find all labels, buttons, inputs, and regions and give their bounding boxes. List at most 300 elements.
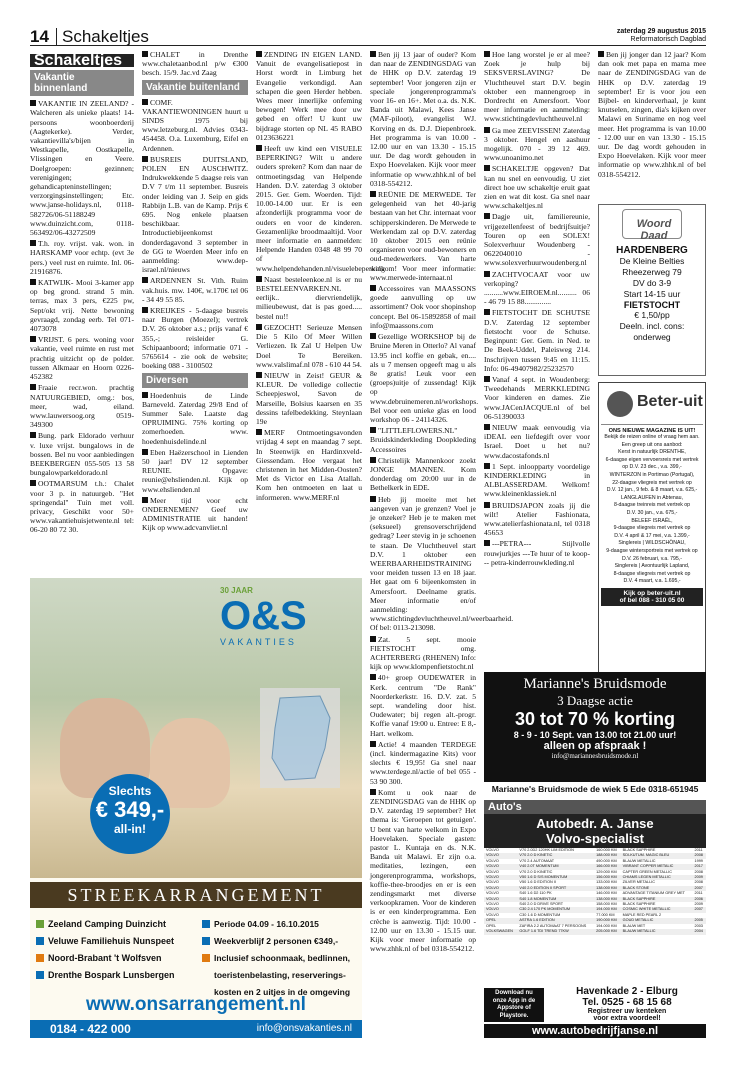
os-list-item: Zeeland Camping Duinzicht: [36, 916, 196, 933]
table-cell: S40 1.8 MOMENTUM: [519, 896, 557, 901]
table-cell: 166.000 KM: [596, 864, 617, 869]
classified-ad: [370, 50, 476, 188]
beter-uit-line: Een greep uit ons aanbod:: [621, 441, 683, 448]
table-cell: VOLVO: [486, 896, 499, 901]
bullet-square-icon: [370, 636, 376, 642]
woord-daad-line: Deeln. incl. cons:: [619, 321, 685, 331]
square-icon: [202, 920, 210, 928]
table-cell: 1999: [694, 858, 703, 863]
table-cell: 2007: [694, 885, 703, 890]
marianne-dates: 8 - 9 - 10 Sept. van 13.00 tot 21.00 uur!: [513, 730, 677, 740]
classified-text: FIETSTOCHT DE SCHUTSE D.V. Zaterdag 12 september fietstocht voor de Schutse. Beginpunt: Ger. Gem. in Ned. te De Beek-Uddel, Paleisweg 214. Inschrijven tussen 9:45 en 11:15. Info: 06-49407982/25232570: [484, 308, 590, 373]
classified-ad: [142, 98, 248, 153]
beter-uit-cta[interactable]: Kijk op beter-uit.nl of bel 088 - 310 05 00: [601, 588, 703, 606]
bullet-square-icon: [484, 51, 490, 57]
table-cell: 138.000 KM: [596, 896, 617, 901]
bullet-square-icon: [30, 100, 36, 106]
beter-uit-line: D.V. 4 april & 17 mei, v.a. 1.399,-: [614, 532, 690, 539]
classified-ad: [142, 50, 248, 78]
classified-text: Ga mee ZEEVISSEN! Zaterdag 3 oktober. Hengel en aashuur mogelijk. 070 - 39 12 469. www.unoanimo.net: [484, 125, 590, 163]
table-cell: 2009: [694, 902, 703, 907]
woord-daad-lines: [601, 256, 703, 300]
square-icon: [36, 937, 44, 945]
classified-ad: [370, 494, 514, 633]
column-3-items: [256, 50, 385, 502]
price-badge: Slechts € 349,- all-in!: [90, 774, 170, 854]
table-cell: 160.000 KM: [596, 848, 617, 852]
classified-text: 1 Sept. inloopparty voordelige KINDERKLEDING in ALBLASSERDAM. Welkom! www.kleinenklassiek.nl: [484, 461, 590, 499]
os-locations: [36, 916, 196, 984]
os-details: [202, 916, 362, 1001]
table-cell: 2017: [694, 864, 703, 869]
classified-text: Gezellige WORKSHOP bij de Bruine Meren in Otterlo? Al vanaf 13.95 incl koffie en gebak, en.... als u 7 mensen opgeeft mag u als 8e gratis! Leuk voor een (groeps)uitje of zussendag! Kijk op www.debruinemeren.nl/workshops. Bel voor een unieke glas en lood workshop 06 - 24114326.: [370, 332, 479, 424]
table-cell: S40 2.0 D DRIVE SPORT: [519, 902, 564, 907]
beter-uit-logo-icon: [607, 391, 633, 417]
classified-text: VAKANTIE IN ZEELAND? - Walcheren als unieke plaats! 14-persoons woonboerderij (Aagtekerke). Verder, vakantievilla's/bijen in Westkapelle, Oostkapelle, Vlissingen en Veere. Doelgroepen: gezinnen; verenigingen; gehandicapteninstellingen; verzorgingsinstellingen; Etc. www.janse-holidays.nl, 0118-582726/06-51188249 www.duinzicht.com, 0118-563492/06-43272509: [30, 99, 134, 238]
autos-url[interactable]: www.autobedrijfjanse.nl: [484, 1024, 706, 1038]
table-cell: VOLVO: [486, 902, 499, 907]
classified-ad: [30, 335, 134, 381]
classified-ad: [142, 155, 248, 275]
column-2: [142, 50, 248, 569]
woord-daad-title: HARDENBERG: [616, 245, 688, 256]
classified-text: SCHAKELTJE opgeven? Dat kan nu snel en eenvoudig. U ziet direct hoe uw schakeltje eruit gaat zien en wat dit kost. Ga snel naar www.schakeltjes.nl: [484, 164, 590, 211]
beter-uit-ad: [598, 382, 706, 692]
table-cell: BLACK SAPPHIRE: [622, 902, 656, 907]
bullet-square-icon: [484, 540, 490, 546]
classified-text: Hoedenhuis de Linde Barneveld. Zaterdag 29/8 End of Summer Sale. Laatste dag OPRUIMING. 75% korting op zomerhoeden. www. hoedenhuisdelinde.nl: [142, 390, 248, 446]
table-cell: ZAFIRA 2.2 AUTOMAAT 7 PERSOONS: [519, 923, 587, 928]
classified-text: Hoe lang worstel je er al mee? Zoek je hulp bij SEKSVERSLAVING? De Vluchtheuvel start D.V. begin oktober een mannengroep in Dordrecht en Amersfoort. Voor meer informatie en aanmelding: www.stichtingdevluchtheuvel.nl: [484, 50, 590, 124]
table-cell: 77.000 KM: [596, 912, 615, 917]
table-cell: 2009: [694, 875, 703, 880]
newspaper-page: [30, 28, 706, 1038]
table-cell: OPEL: [486, 918, 497, 923]
table-cell: BLAUW METALLIC: [622, 858, 656, 863]
column-2-bottom-items: [142, 391, 248, 533]
bullet-square-icon: [256, 51, 262, 57]
bullet-square-icon: [484, 424, 490, 430]
beter-uit-line: WINTERZON in Portimao (Portugal),: [609, 471, 695, 478]
os-list-item: toeristenbelasting, reserverings-: [202, 967, 362, 984]
classified-ad: [484, 501, 590, 538]
square-icon: [202, 971, 210, 979]
os-url[interactable]: www.onsarrangement.nl: [86, 994, 306, 1015]
beter-uit-line: D.V. 26 februari, v.a. 795,-: [622, 555, 682, 562]
app-line: Appstore of: [497, 1005, 531, 1011]
table-cell: 194.000 KM: [596, 923, 617, 928]
classified-ad: [484, 212, 590, 267]
table-cell: S40 1.6 D2 110 PK: [519, 891, 552, 896]
bullet-square-icon: [142, 449, 148, 455]
bullet-square-icon: [484, 127, 490, 133]
table-cell: COSMIC WHITE METALLIC: [622, 907, 671, 912]
classified-text: Bung. park Eldorado verhuur v. luxe vrijst. bungalows in de bossen. Bel nu voor aanbiedingen BEEKBERGEN 055-505 13 58 bungalowparkeldorado.nl: [30, 431, 134, 478]
bullet-square-icon: [598, 51, 604, 57]
column-2-top-items: [142, 50, 248, 78]
os-list-item: Drenthe Bospark Lunsbergen: [36, 967, 196, 984]
table-cell: GOLF 1.6 TDI TREND 77KW: [519, 929, 569, 934]
classified-ad: [598, 50, 706, 179]
table-cell: BLACK STONE: [622, 885, 650, 890]
woord-daad-line: Rheezerweg 79: [622, 267, 682, 277]
table-cell: CHIAMS LEGEN METALLIC: [622, 875, 671, 880]
page-number: 14: [30, 27, 49, 46]
woord-daad-line: € 1,50/pp: [634, 310, 670, 320]
table-cell: GOUD METALLIC: [622, 918, 654, 923]
beter-uit-line: 6-daagse eigen vervoersreis met vertrek: [605, 456, 699, 463]
table-cell: ADVANTAGE TITANIUM GREY MET: [622, 891, 685, 896]
schakeltjes-banner: Schakeltjes: [30, 54, 134, 67]
table-row: [484, 929, 706, 934]
bullet-square-icon: [142, 277, 148, 283]
os-list-item: Weekverblijf 2 personen €349,-: [202, 933, 362, 950]
square-icon: [36, 971, 44, 979]
table-cell: VIBRANT COPPER METALIC: [622, 864, 674, 869]
square-icon: [202, 954, 210, 962]
page-header: [30, 28, 706, 46]
table-cell: 133.000 KM: [596, 880, 617, 885]
os-list-item: kosten en 2 uitjes in de omgeving: [202, 984, 362, 1001]
table-cell: 190.000 KM: [596, 918, 617, 923]
classified-ad: [142, 496, 248, 533]
subhead-vakantie-buitenland: Vakantie buitenland: [142, 80, 248, 95]
section-title: Schakeltjes: [56, 28, 149, 46]
classified-ad: [484, 126, 590, 163]
woord-daad-line: onderweg: [633, 332, 671, 342]
table-cell: 158.000 KM: [596, 902, 617, 907]
classified-ad: [484, 50, 590, 124]
bullet-square-icon: [370, 741, 376, 747]
bullet-square-icon: [256, 324, 262, 330]
os-list-item: Inclusief schoonmaak, bedlinnen,: [202, 950, 362, 967]
column-5: [484, 50, 590, 662]
table-cell: VOLVO: [486, 869, 499, 874]
bullet-square-icon: [484, 271, 490, 277]
autos-title: Autobedr. A. Janse Volvo-specialist: [484, 814, 706, 848]
marianne-email[interactable]: info@mariannesbruidsmode.nl: [551, 752, 639, 760]
table-cell: VOLVO: [486, 858, 499, 863]
table-cell: V70 2.0D2 120HK LIM EDITION: [519, 848, 574, 852]
bullet-square-icon: [370, 285, 376, 291]
table-cell: 2004: [694, 929, 703, 934]
table-cell: ASTRA 1.6 EDITION: [519, 918, 555, 923]
table-cell: VOLVO: [486, 880, 499, 885]
app-download[interactable]: [484, 988, 544, 1022]
table-cell: VOLVO: [486, 848, 499, 852]
woord-daad-line: De Kleine Belties: [619, 256, 685, 266]
classified-ad: [370, 673, 476, 737]
classified-text: ARDENNEN St. Vith. Ruim vak.huis. mw. 140€, w.170€ tel 06 - 34 49 55 85.: [142, 276, 248, 304]
beter-uit-logo: Beter-uit: [601, 385, 703, 425]
table-cell: 2008: [694, 880, 703, 885]
table-cell: VOLKSWAGEN: [486, 929, 513, 934]
bullet-square-icon: [30, 240, 36, 246]
marianne-bruidsmode-ad: [484, 672, 706, 796]
classified-ad: [30, 383, 134, 429]
classified-ad: [142, 276, 248, 304]
classified-ad: [30, 431, 134, 477]
classified-text: ---PETRA--- Stijlvolle rouwjurkjes ---Te huur of te koop--- petra-kinderrouwkleding.nl: [484, 539, 590, 567]
beter-uit-line: D.V. 30 jan., v.a. 675,-: [626, 509, 678, 516]
classified-ad: [370, 635, 476, 672]
table-cell: VOLVO: [486, 853, 499, 858]
woord-daad-line: DV do 3-9: [632, 278, 672, 288]
classified-ad: [484, 375, 590, 421]
classified-text: Heb jij moeite met het aangeven van je grenzen? Voel je je onzeker? Heb je te maken met (seksueel) grensoverschrijdend gedrag? Leer stevig in je schoenen te staan. De Vluchtheuvel start D.V. 1 oktober een WEERBAARHEIDSTRAINING voor meiden tussen 13 en 18 jaar. Het gaat om 6 bijeenkomsten in Amersfoort. Deelname gratis. Meer informatie en/of aanmelding: www.stichtingdevluchtheuvel.nl/weerbaarheid. Of bel: 0113-213098.: [370, 494, 514, 633]
date-text: zaterdag 29 augustus 2015: [616, 28, 706, 35]
table-cell: VOLVO: [486, 864, 499, 869]
table-cell: V70 2.0 D KINETIC: [519, 853, 553, 858]
woord-daad-line: Start 14-15 uur: [623, 289, 681, 299]
bullet-square-icon: [370, 457, 376, 463]
bullet-square-icon: [484, 165, 490, 171]
table-cell: V50 1.6 D EDITION II: [519, 880, 556, 885]
bullet-square-icon: [370, 191, 376, 197]
woord-daad-fietstocht: FIETSTOCHT: [623, 300, 681, 310]
classified-text: Vanaf 4 sept. in Woudenberg: Tweedehands MERKKLEDING Voor kinderen en dames. Zie www.JACenJACQUE.nl of bel 06-51390033: [484, 374, 590, 421]
classified-ad: [256, 50, 362, 142]
bullet-square-icon: [484, 376, 490, 382]
classified-text: BUSREIS DUITSLAND, POLEN EN AUSCHWITZ. Indrukwekkende 5 daagse reis van D.V 7 t/m 11 september. Busreis onder leiding van J. Seip en gids Rabbijn L.B. van de Kamp. Prijs € 695. Nog enkele plaatsen beschikbaar. Introductiebijeenkomst donderdagavond 3 september in de GG te Woerden Meer info en aanmelding: www.dep-israel.nl/nieuws: [142, 154, 248, 275]
os-logo: 30 JAAR O&S VAKANTIES: [220, 586, 307, 647]
classified-text: REÜNIE DE MERWEDE. Ter gelegenheid van het 40-jarig bestaan van het Chr. internaat voor schipperskinderen. De Merwede te Werkendam zal op D.V. zaterdag 10 oktober 2015 een reünie organiseren voor oud-bewoners en oud-medewerkers. Van harte welkom! Voor meer informatie: www.merwede-internaat.nl: [370, 190, 476, 282]
classified-ad: [256, 144, 385, 273]
column-5-items: [484, 50, 590, 567]
classified-ad: [142, 391, 248, 446]
table-cell: OPEL: [486, 923, 497, 928]
table-cell: 2008: [694, 869, 703, 874]
table-cell: 205.000 KM: [596, 929, 617, 934]
classified-text: Meer tijd voor echt ONDERNEMEN? Geef uw ADMINISTRATIE uit handen! Kijk op www.adcvanvliet.nl: [142, 495, 248, 533]
beter-uit-line: Singlereis | Avontuurlijk Lapland,: [614, 563, 690, 570]
column-3: [256, 50, 385, 569]
beter-uit-line: D.V. 4 maart, v.a. 1.695,-: [623, 578, 681, 585]
classified-ad: [30, 479, 134, 534]
table-cell: 138.000 KM: [596, 885, 617, 890]
classified-ad: [484, 462, 590, 499]
beter-uit-line: Singlereis | WILDSCHÖNAU,: [618, 540, 686, 547]
table-cell: V50 1.6 D S/S MOMENTUM: [519, 875, 568, 880]
os-phone[interactable]: 0184 - 422 000: [50, 1022, 131, 1036]
classified-text: NIEUW in Zeist! GEUR & KLEUR. De volledige collectie Scheepjeswol, Savon de Marseille, Bolsius kaarsen en 35 dessins tafelbedekking. Steynlaan 19e: [256, 370, 362, 426]
beter-uit-line: BELEEF ISRAËL,: [631, 517, 673, 524]
table-cell: 2008: [694, 853, 703, 858]
column-2-mid-items: [142, 98, 248, 371]
classified-text: OOTMARSUM t.h.: Chalet voor 3 p. in natuurgeb. "Het springendal" Tuin met voll. privacy, Geschikt voor 50+ www.vakantiehuisjetwente.nl tel: 06-20 80 72 30.: [30, 479, 134, 535]
os-list-item: Periode 04.09 - 16.10.2015: [202, 916, 362, 933]
classified-text: Dagje uit, familiereunie, vrijgezellenfeest of bedrijfsuitje? Touren op een SOLEX! Solexverhuur Woudenberg - 0622040010 - www.solexverhuurwoudenberg.nl: [484, 212, 590, 268]
beter-uit-lines: [601, 434, 703, 586]
marianne-afspraak: alleen op afspraak !: [543, 740, 647, 752]
autos-section-head: Auto's: [484, 800, 706, 814]
marianne-actie: 3 Daagse actie: [557, 693, 633, 708]
autos-contact: Havenkade 2 - Elburg Tel. 0525 - 68 15 68 Registreer uw kenteken voor extra voordeel!: [576, 986, 678, 1022]
bullet-square-icon: [370, 51, 376, 57]
woord-daad-lines2: [601, 310, 703, 343]
beter-uit-line: Bekijk de reizen online of vraag hem aan.: [604, 434, 700, 440]
bullet-square-icon: [256, 429, 262, 435]
classified-text: Actie! 4 maanden TERDEGE (incl. kindermagazine Kits) voor slechts € 19,95! Ga snel naar www.terdege.nl/actie of bel 055 - 53 90 300.: [370, 739, 476, 786]
bullet-square-icon: [370, 427, 376, 433]
classified-text: BRUIDSJAPON zoals jij die wilt! Atelier Fashionata, www.atelierfashionata.nl, tel 0318 45653: [484, 500, 590, 538]
os-list-item: Veluwe Familiehuis Nunspeet: [36, 933, 196, 950]
table-cell: V40 2.0 EDITION II SPORT: [519, 885, 567, 890]
bullet-square-icon: [370, 496, 376, 502]
square-icon: [202, 937, 210, 945]
table-cell: MAPLE RED PEARL 2: [622, 912, 662, 917]
bullet-square-icon: [370, 333, 376, 339]
table-cell: V70 2.4 AUTOMAAT: [519, 858, 555, 863]
classified-ad: [484, 164, 590, 210]
classified-ad: [142, 306, 248, 370]
os-email[interactable]: info@onsvakanties.nl: [256, 1023, 352, 1034]
bullet-square-icon: [142, 497, 148, 503]
bullet-square-icon: [142, 51, 148, 57]
classified-text: VRIJST. 6 pers. woning voor vakantie, veel ruimte en rust met prachtig uitzicht op de polder. tussen Alkmaar en Hoorn 0226-452382: [30, 335, 134, 382]
table-cell: VOLVO: [486, 912, 499, 917]
classified-text: Christelijk Mannenkoor zoekt JONGE MANNEN. Kom donderdag om 20:00 uur in de Bethelkerk in EDE.: [370, 455, 476, 493]
classified-text: COMF. VAKANTIEWONINGEN huurt u SINDS 1975 bij www.letzeburg.nl. Advies 0343-454458. O.a. Luxemburg, Eifel en Ardennen.: [142, 97, 248, 153]
table-cell: VOLVO: [486, 885, 499, 890]
table-cell: 2011: [694, 891, 703, 896]
table-cell: 146.000 KM: [596, 891, 617, 896]
autos-table: [484, 848, 706, 935]
beter-uit-line: Kerst in natuurlijk DRENTHE,: [618, 449, 686, 456]
table-cell: 2011: [694, 848, 703, 852]
table-cell: BLAUW MET: [622, 923, 646, 928]
classified-text: ZENDING IN EIGEN LAND. Vanuit de evangelisatiepost in Horst wordt in Limburg het Evangelie verkondigd. Aan schapen die geen Herder hebben. Wees meer innerlijke onfeming bewogen! Werk mee door uw gebed en offer! U kunt uw bijdrage storten op NL 45 RABO 0123636221: [256, 50, 362, 142]
table-cell: ZILVER METALLIC: [622, 880, 656, 885]
column-6-items: [598, 50, 706, 179]
header-date: [617, 28, 706, 44]
classified-ad: [256, 428, 362, 502]
table-cell: 2007: [694, 907, 703, 912]
beter-uit-line: op D.V. 23 dec., v.a. 399,-: [622, 464, 682, 471]
table-cell: 2003: [694, 923, 703, 928]
marianne-korting: 30 tot 70 % korting: [514, 709, 676, 729]
bullet-square-icon: [484, 309, 490, 315]
classified-text: Naast besteleenkoe.nl is er nu BESTELEENVARKEN.NL eerlijk.. diervriendelijk, milieubewust, dat is pas goed..... bestel nu!!: [256, 274, 362, 321]
classified-ad: [30, 99, 134, 237]
paper-name: Reformatorisch Dagblad: [630, 36, 706, 43]
table-cell: VOLVO: [486, 891, 499, 896]
classified-text: Ben jij jonger dan 12 jaar? Kom dan ook met papa en mama mee naar de ZENDINGSDAG van de HHK op D.V. zaterdag 19 september! Er is voor jou een Bijbel- en kinderverhaal, je kunt knutselen, zingen, dia's kijken over Malawi en Suriname en nog veel meer. Het programma is van 10.00 - 12.00 uur en van 13.30 - 15.15 uur. De dag wordt gehouden in Expo Hoevelaken. Kijk voor meer informatie op www.zhhk.nl of bel 0318-554212.: [598, 50, 706, 179]
beter-uit-line: 8-daagse treinreis met vertrek op: [613, 502, 691, 509]
classified-text: Accessoires van MAASSONS goede aanvulling op uw assortiment? Ook voor shopinshop concept. Bel 06-15892858 of mail info@maassons.com: [370, 284, 476, 330]
classified-ad: [484, 539, 590, 567]
classified-text: 40+ groep OUDEWATER in Kerk. centrum "De Rank" Noorderkerkstr. 16. D.V. zat. 5 sept. wandeling door hist. Oudewater; bij regen alt.-progr. Koffie vanaf 19:00 u. Entree: E 8,- Hart. welkom.: [370, 673, 476, 738]
os-vakanties-ad: [30, 578, 362, 1038]
subhead-vakantie-binnenland: Vakantie binnenland: [30, 70, 134, 96]
os-list-item: Noord-Brabant 't Wolfsven: [36, 950, 196, 967]
bullet-square-icon: [484, 463, 490, 469]
bullet-square-icon: [142, 307, 148, 313]
netherlands-map: [260, 688, 340, 788]
classified-ad: [370, 788, 476, 954]
classified-text: Fraaie recr.won. prachtig NATUURGEBIED, omg.: bos, meer, wad, eiland. www.lauwersoog.org 0519-349300: [30, 383, 134, 430]
table-cell: CAPTER GREEN METALLIC: [622, 869, 672, 874]
classified-text: T.h. roy. vrijst. vak. won. in HARSKAMP voor echtp. (evt 3e pers.) veel rust en ruimte. Inl. 06-21916876.: [30, 239, 134, 276]
square-icon: [36, 954, 44, 962]
table-cell: VOLVO: [486, 907, 499, 912]
column-6: [598, 50, 706, 200]
app-line: Download nu: [495, 990, 533, 996]
bullet-square-icon: [142, 156, 148, 162]
bullet-square-icon: [30, 336, 36, 342]
table-cell: 156.000 KM: [596, 875, 617, 880]
classified-ad: [370, 332, 479, 424]
bullet-square-icon: [370, 789, 376, 795]
square-icon: [36, 920, 44, 928]
classified-ad: [484, 270, 590, 307]
classified-ad: [370, 190, 476, 282]
beter-uit-line: 8-daagse vliegreis met vertrek op: [613, 570, 691, 577]
table-cell: C30 2.4 170 PK MOMENTUM: [519, 907, 571, 912]
table-cell: 194.000 KM: [596, 907, 617, 912]
app-line: Playstore.: [499, 1012, 529, 1019]
woord-daad-logo: Woord Daad: [622, 209, 682, 239]
bullet-square-icon: [484, 213, 490, 219]
beter-uit-line: 9-daagse vliegreis met vertrek op: [613, 525, 691, 532]
bullet-square-icon: [256, 276, 262, 282]
bullet-square-icon: [30, 279, 36, 285]
bullet-square-icon: [256, 145, 262, 151]
beter-uit-line: D.V. 12 jan., 9 feb. & 8 maart, v.a. 625,-: [606, 487, 698, 494]
table-cell: V40 2.0T MOMENTUM: [519, 864, 559, 869]
classified-ad: [256, 323, 362, 369]
classified-text: NIEUW maak eenvoudig via iDEAL een liefdegift over voor Israel. Doet u het nu? www.dacostafonds.nl: [484, 422, 590, 460]
table-cell: 2006: [694, 896, 703, 901]
bullet-square-icon: [256, 372, 262, 378]
beter-uit-line: 22-daagse vliegreis met vertrek op: [612, 479, 692, 486]
classified-text: Eben Haëzerschool in Lienden 50 jaar! DV 12 september REUNIE. Opgave: reunie@ehslienden.nl. Kijk op www.ehslienden.nl: [142, 447, 248, 494]
bullet-square-icon: [142, 99, 148, 105]
classified-ad: [370, 284, 476, 330]
classified-text: ZACHTVOCAAT voor uw verkoping? ..........www.EIROEM.nl.......... 06 - 46 79 15 88..............: [484, 269, 590, 307]
table-cell: BLAUW METALLIC: [622, 929, 656, 934]
beter-uit-head: ONS NIEUWE MAGAZINE IS UIT!: [608, 428, 696, 434]
table-cell: 2005: [694, 918, 703, 923]
table-cell: C30 1.6 D MOMENTUM: [519, 912, 561, 917]
classified-ad: [484, 423, 590, 460]
table-cell: BLACK SAPPHIRE: [622, 848, 656, 852]
classified-text: Ben jij 13 jaar of ouder? Kom dan naar de ZENDINGSDAG van de HHK op D.V. zaterdag 19 september! Voor jongeren zijn er speciale jongerenprogramma's voor 16- en 16+. Met o.a. ds. N.K. Banda uit Malawi, Kees Janse (MAF-piloot), evangelist WJ. Korving en ds. D.J. Diepenbroek. Het programma is van 10.00 - 12.00 uur en van 13.30 - 15.15 uur. De dag wordt gehouden in Expo Hoevelaken. Kijk voor meer informatie op www.zhhk.nl of bel 0318-554212.: [370, 50, 476, 188]
classified-ad: [370, 740, 476, 786]
table-cell: SDI-KUTUM. MAGIC BLEU: [622, 853, 670, 858]
classified-ad: [256, 371, 362, 426]
woord-daad-ad: [598, 204, 706, 376]
classified-ad: [30, 239, 134, 276]
table-cell: BLACK SAPPHIRE: [622, 896, 656, 901]
subhead-diversen: Diversen: [142, 373, 248, 388]
classified-text: Zat. 5 sept. mooie FIETSTOCHT omg. ACHTERBERG (RHENEN) Info: kijk op www.klompenfietstocht.nl: [370, 634, 476, 672]
bullet-square-icon: [142, 392, 148, 398]
classified-ad: [142, 448, 248, 494]
table-cell: V70 2.0 D KINETIC: [519, 869, 553, 874]
classified-text: Heeft uw kind een VISUELE BEPERKING? Wilt u andere ouders spreken? Kom dan naar de ontmoetingsdag van Helpende Handen. D.V. zaterdag 3 oktober 2015. Ger. Gem. Woerden. Tijd: 10.00-14.00 uur. Er is een afzonderlijk programma voor de ouders en voor de kinderen. Gezamenlijke broodmaaltijd. Voor meer informatie en aanmelden: Helpende Handen 0348 48 99 70 of www.helpendehanden.nl/visuelebeperking: [256, 144, 385, 273]
app-line: onze App in de: [492, 997, 536, 1004]
classified-ad: [370, 456, 476, 493]
classified-text: KATWIJK- Mooi 3-kamer app op beg grond. strand 5 min. terras, max 3 pers, €225 pw, Sept/okt vrij. Nette bewoning gevraagd, zondag eerb. Tel 071-4073078: [30, 278, 134, 334]
os-contact-bar: [30, 1020, 362, 1038]
column-1: [30, 54, 134, 569]
table-cell: VOLVO: [486, 875, 499, 880]
marianne-footer: Marianne's Bruidsmode de wiek 5 Ede 0318-651945: [484, 782, 706, 796]
classified-text: GEZOCHT! Serieuze Mensen Die 5 Kilo Of Meer Willen Verliezen. Ik Zal U Helpen Uw Doel Te Bereiken. www.valslimaf.nl 078 - 610 44 54.: [256, 322, 362, 369]
bullet-square-icon: [30, 432, 36, 438]
streekarrangement-banner: STREEKARRANGEMENT: [30, 882, 362, 908]
